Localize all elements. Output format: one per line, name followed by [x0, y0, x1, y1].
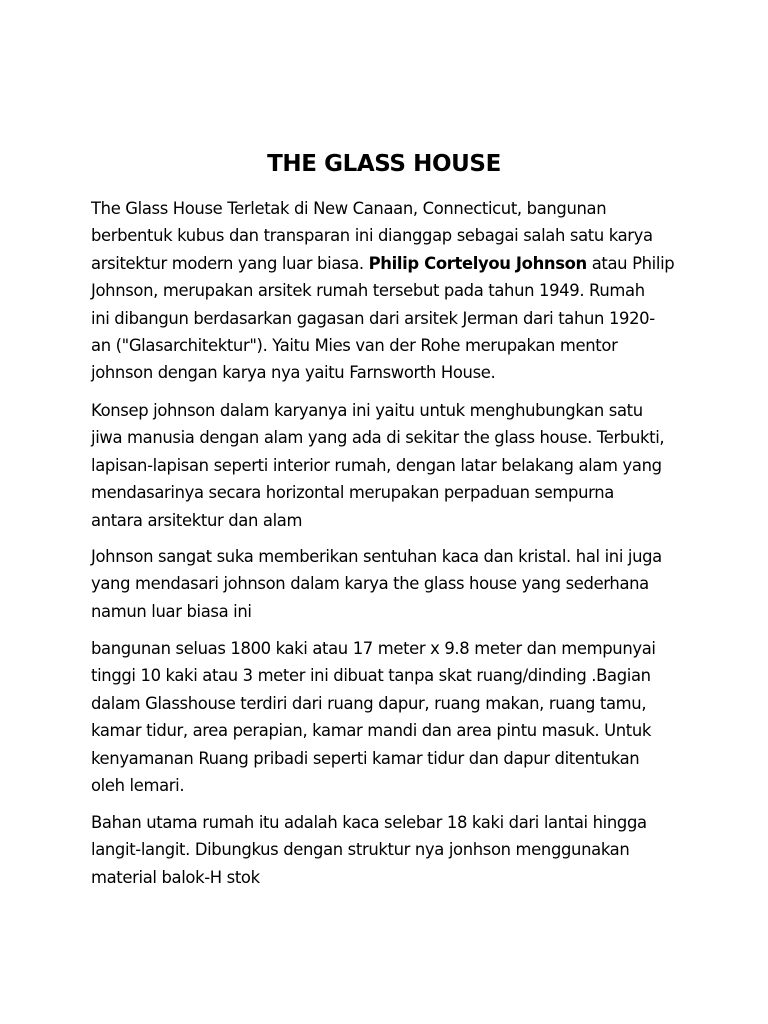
- paragraph-1-line-5: ini dibangun berdasarkan gagasan dari arsitek Jerman dari tahun 1920-: [91, 308, 655, 328]
- paragraph-5-line-1: Bahan utama rumah itu adalah kaca selebar 18 kaki dari lantai hingga: [91, 813, 647, 832]
- paragraph-2: [91, 397, 691, 534]
- paragraph-3-line-1: Johnson sangat suka memberikan sentuhan kaca dan kristal. hal ini juga: [91, 547, 662, 566]
- paragraph-2-line-5: antara arsitektur dan alam: [91, 510, 303, 530]
- paragraph-1-line-3: [91, 250, 691, 277]
- paragraph-1-line-7: johnson dengan karya nya yaitu Farnsworth House.: [91, 363, 496, 383]
- paragraph-2-line-4: mendasarinya secara horizontal merupakan perpaduan sempurna: [91, 483, 614, 503]
- paragraph-3-line-3: namun luar biasa ini: [91, 601, 252, 621]
- paragraph-4-line-4: kamar tidur, area perapian, kamar mandi dan area pintu masuk. Untuk: [91, 721, 652, 741]
- paragraph-5-line-3: material balok-H stok: [91, 867, 260, 887]
- paragraph-2-line-3: lapisan-lapisan seperti interior rumah, dengan latar belakang alam yang: [91, 455, 662, 475]
- paragraph-4: [91, 635, 691, 799]
- paragraph-3: [91, 543, 691, 625]
- paragraph-4-line-1: bangunan seluas 1800 kaki atau 17 meter x 9.8 meter dan mempunyai: [91, 639, 656, 658]
- paragraph-2-line-2: jiwa manusia dengan alam yang ada di sekitar the glass house. Terbukti,: [91, 428, 665, 448]
- architect-name: Philip Cortelyou Johnson: [368, 253, 587, 273]
- paragraph-4-line-3: dalam Glasshouse terdiri dari ruang dapur, ruang makan, ruang tamu,: [91, 693, 647, 713]
- paragraph-1: [91, 195, 691, 387]
- document-title: THE GLASS HOUSE: [267, 151, 501, 177]
- paragraph-5: [91, 809, 691, 891]
- paragraph-1-line-3-text: arsitektur modern yang luar biasa.: [91, 253, 369, 273]
- paragraph-1-line-2: berbentuk kubus dan transparan ini dianggap sebagai salah satu karya: [91, 226, 653, 246]
- paragraph-1-line-3-tail: atau Philip: [586, 253, 675, 273]
- paragraph-1-line-6: an ("Glasarchitektur"). Yaitu Mies van der Rohe merupakan mentor: [91, 336, 618, 356]
- paragraph-5-line-2: langit-langit. Dibungkus dengan struktur nya jonhson menggunakan: [91, 840, 630, 860]
- paragraph-1-line-1: The Glass House Terletak di New Canaan, Connecticut, bangunan: [91, 199, 607, 218]
- paragraph-4-line-5: kenyamanan Ruang pribadi seperti kamar tidur dan dapur ditentukan: [91, 748, 640, 768]
- paragraph-2-line-1: Konsep johnson dalam karyanya ini yaitu untuk menghubungkan satu: [91, 401, 643, 420]
- paragraph-4-line-6: oleh lemari.: [91, 776, 185, 796]
- paragraph-4-line-2: tinggi 10 kaki atau 3 meter ini dibuat tanpa skat ruang/dinding .Bagian: [91, 666, 651, 686]
- paragraph-1-line-4: Johnson, merupakan arsitek rumah tersebut pada tahun 1949. Rumah: [91, 281, 645, 301]
- paragraph-3-line-2: yang mendasari johnson dalam karya the glass house yang sederhana: [91, 574, 649, 594]
